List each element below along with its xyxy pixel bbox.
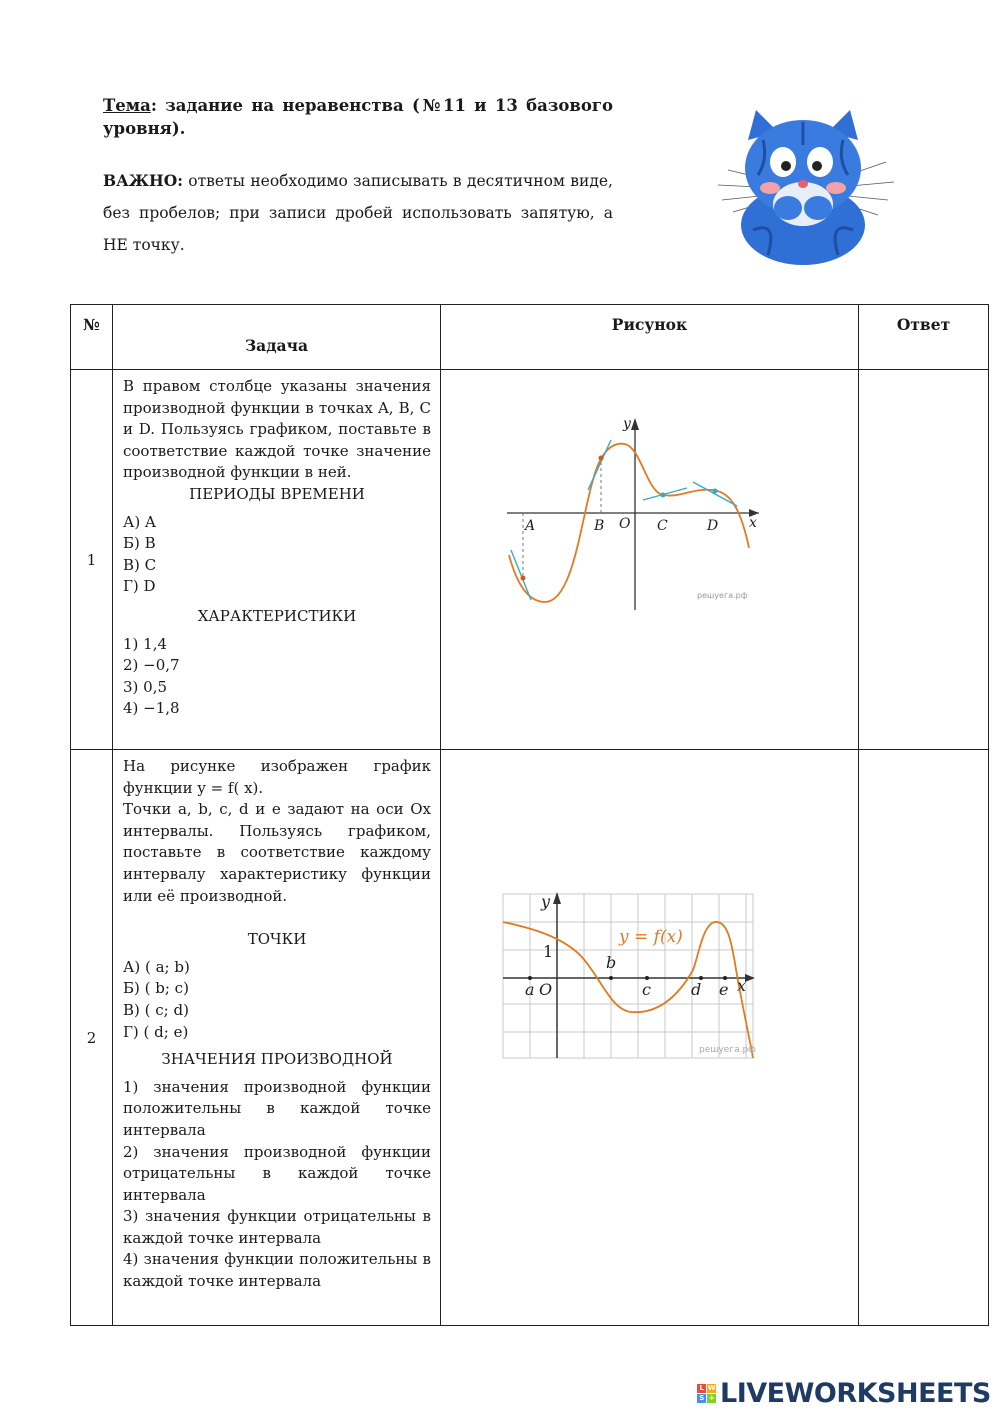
point-a — [521, 576, 526, 581]
grid — [503, 894, 753, 1058]
picture-cell — [441, 750, 859, 1326]
row-number: 1 — [71, 370, 113, 750]
label-y: y — [623, 416, 631, 432]
point-c — [661, 493, 666, 498]
list-item: 1) 1,4 — [123, 634, 168, 653]
label-a: A — [525, 518, 536, 534]
group-title: ХАРАКТЕРИСТИКИ — [197, 606, 357, 625]
list-item: В) C — [123, 555, 157, 574]
group-title: ТОЧКИ — [247, 930, 307, 949]
topic-line — [103, 94, 613, 140]
label-y: y — [541, 892, 551, 911]
label-c: C — [657, 518, 668, 534]
derivative-graph — [441, 370, 859, 745]
tangent-a — [511, 550, 531, 600]
label-origin: O — [619, 516, 631, 532]
topic-text: : задание на неравенства (№11 и 13 базового уровня). — [103, 96, 613, 138]
important-label: ВАЖНО: — [103, 171, 183, 190]
list-item: Г) ( d; e) — [123, 1022, 189, 1041]
point-d — [713, 489, 718, 494]
label-x: x — [749, 515, 757, 531]
list-item: Б) ( b; c) — [123, 979, 189, 998]
function-graph — [441, 750, 859, 1321]
point-b — [609, 976, 613, 980]
function-label: y = f(x) — [619, 927, 683, 947]
label-origin: O — [539, 980, 553, 999]
table-row — [71, 370, 989, 750]
list-item: 1) значения производной функции положительны в каждой точке интервала — [123, 1077, 431, 1139]
task-intro: На рисунке изображен график функции y = f( x). — [123, 757, 431, 797]
answer-cell[interactable] — [859, 370, 989, 750]
label-d: D — [707, 518, 719, 534]
table-header-row — [71, 305, 989, 370]
list-item: 2) −0,7 — [123, 656, 180, 675]
task-cell — [113, 370, 441, 750]
topic-label: Тема — [103, 96, 151, 115]
list-item: В) ( c; d) — [123, 1000, 189, 1019]
task-intro: В правом столбце указаны значения производной функции в точках A, B, C и D. Пользуясь графиком, поставьте в соответствие каждой точке значение производной функции в ней. — [123, 377, 431, 482]
label-e: e — [719, 980, 729, 999]
tangent-d — [693, 482, 737, 506]
logo-text: LIVEWORKSHEETS — [720, 1378, 991, 1409]
watermark: решуега.рф — [699, 1045, 756, 1055]
list-item: 4) −1,8 — [123, 699, 180, 718]
list-item: 3) 0,5 — [123, 677, 168, 696]
header-num: № — [71, 305, 113, 370]
list-item: 3) значения функции отрицательны в каждой точке интервала — [123, 1207, 431, 1247]
task-intro-2: Точки a, b, c, d и e задают на оси Ox интервалы. Пользуясь графиком, поставьте в соответствие каждому интервалу характеристику функции или её производной. — [123, 800, 431, 905]
list-item: 2) значения производной функции отрицательны в каждой точке интервала — [123, 1142, 431, 1204]
label-x: x — [737, 976, 747, 995]
important-text: ответы необходимо записывать в десятичном виде, без пробелов; при записи дробей использовать запятую, а НЕ точку. — [103, 172, 613, 254]
table-row — [71, 750, 989, 1326]
watermark: решуега.рф — [697, 591, 748, 600]
label-b: B — [594, 518, 605, 534]
blue-cat-illustration — [708, 100, 898, 265]
label-one: 1 — [543, 942, 554, 961]
row-number: 2 — [71, 750, 113, 1326]
logo-icon: L W S + — [697, 1384, 716, 1403]
task-cell — [113, 750, 441, 1326]
important-note — [103, 165, 613, 261]
group-title: ПЕРИОДЫ ВРЕМЕНИ — [189, 484, 365, 503]
point-b — [599, 456, 604, 461]
answer-cell[interactable] — [859, 750, 989, 1326]
list-item: А) ( a; b) — [123, 957, 190, 976]
header-picture: Рисунок — [441, 305, 859, 370]
picture-cell — [441, 370, 859, 750]
label-c: c — [642, 980, 651, 999]
label-a: a — [525, 980, 535, 999]
label-d: d — [691, 980, 702, 999]
y-arrow-icon — [631, 418, 639, 430]
list-item: Б) B — [123, 534, 156, 553]
tangent-b — [588, 440, 611, 490]
list-item: 4) значения функции положительны в каждой точке интервала — [123, 1250, 431, 1291]
header-answer: Ответ — [859, 305, 989, 370]
header-task: Задача — [113, 305, 441, 370]
worksheet-header — [103, 94, 613, 261]
tasks-table — [70, 304, 989, 1326]
group-title: ЗНАЧЕНИЯ ПРОИЗВОДНОЙ — [161, 1050, 393, 1069]
label-b: b — [606, 953, 617, 972]
list-item: А) A — [123, 512, 156, 531]
list-item: Г) D — [123, 577, 156, 596]
liveworksheets-logo — [697, 1378, 991, 1409]
